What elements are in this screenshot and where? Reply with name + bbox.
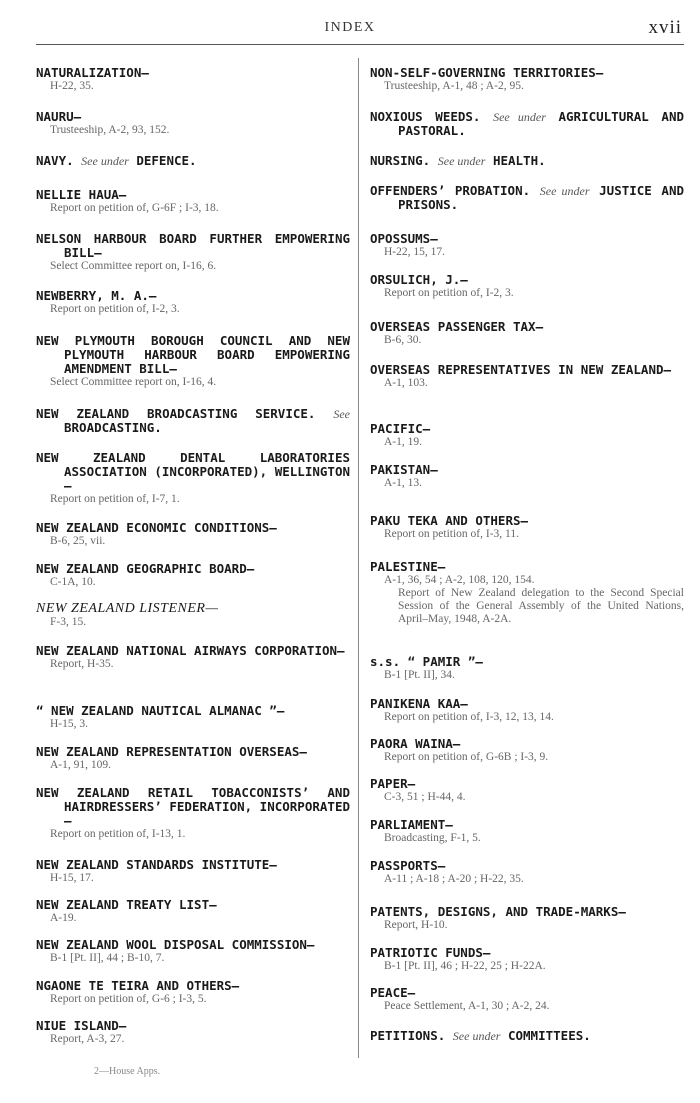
entry-reference: A-1, 103.	[384, 377, 428, 389]
entry-heading-text: PETITIONS.	[370, 1028, 446, 1043]
entry-heading	[36, 562, 350, 576]
entry-reference: Report, H-10.	[384, 919, 448, 931]
entry-heading-text: PATENTS, DESIGNS, AND TRADE-MARKS—	[370, 904, 626, 919]
index-entry	[36, 154, 350, 168]
see-target: BROADCASTING.	[64, 420, 162, 435]
entry-heading	[36, 644, 350, 658]
entry-heading	[370, 422, 684, 436]
index-entry	[36, 232, 350, 273]
entry-heading-text: NEW ZEALAND GEOGRAPHIC BOARD—	[36, 561, 255, 576]
entry-heading-text: PATRIOTIC FUNDS—	[370, 945, 491, 960]
entry-heading-text: s.s. “ PAMIR ”—	[370, 654, 483, 669]
entry-heading-text: NEW ZEALAND RETAIL TOBACCONISTS’ AND HAIRDRESSERS’ FEDERATION, INCORPORATED—	[36, 785, 350, 828]
entry-heading	[36, 1019, 350, 1033]
entry-reference: Report on petition of, I-2, 3.	[50, 303, 180, 315]
entry-heading	[36, 154, 350, 168]
see-target: AGRICULTURAL AND PASTORAL.	[398, 109, 685, 138]
entry-reference: A-19.	[50, 912, 77, 924]
entry-heading	[36, 745, 350, 759]
entry-heading-text: NELSON HARBOUR BOARD FURTHER EMPOWERING BILL—	[36, 231, 350, 260]
see-reference: See under	[437, 154, 486, 168]
index-entry	[36, 188, 350, 215]
entry-sub-reference: Report of New Zealand delegation to the Second Special Session of the General Assembly of the United Nations, April–May, 1948, A-2A.	[398, 587, 684, 625]
index-entry	[370, 1029, 684, 1043]
column-divider	[358, 58, 359, 1058]
index-entry	[370, 154, 684, 168]
page-number: xvii	[648, 17, 682, 38]
entry-reference: A-1, 13.	[384, 477, 423, 489]
index-entry	[370, 655, 684, 682]
see-reference: See under	[81, 154, 129, 168]
index-entry	[36, 110, 350, 137]
entry-heading-text: OFFENDERS’ PROBATION.	[370, 183, 531, 198]
entry-reference: H-22, 15, 17.	[384, 246, 446, 258]
index-entry	[36, 644, 350, 671]
index-entry	[370, 560, 684, 626]
entry-reference: H-15, 3.	[50, 718, 89, 730]
index-entry	[36, 451, 350, 506]
entry-heading	[370, 320, 684, 334]
index-entry	[370, 422, 684, 449]
entry-heading	[370, 859, 684, 873]
entry-reference: C-1A, 10.	[50, 576, 96, 588]
entry-heading	[370, 232, 684, 246]
entry-heading-text: NEW ZEALAND TREATY LIST—	[36, 897, 217, 912]
entry-heading-text: PANIKENA KAA—	[370, 696, 468, 711]
index-entry	[36, 898, 350, 925]
index-entry	[36, 562, 350, 589]
entry-heading-text: NEW PLYMOUTH BOROUGH COUNCIL AND NEW PLYMOUTH HARBOUR BOARD EMPOWERING AMENDMENT BILL—	[36, 333, 350, 376]
entry-heading	[370, 946, 684, 960]
index-entry	[36, 334, 350, 389]
entry-reference: Select Committee report on, I-16, 4.	[50, 376, 217, 388]
entry-heading-text: PAKISTAN—	[370, 462, 438, 477]
entry-reference: Report, H-35.	[50, 658, 114, 670]
page-title: INDEX	[324, 20, 376, 35]
index-entry	[370, 946, 684, 973]
index-entry	[370, 363, 684, 390]
entry-heading-text: NEW ZEALAND ECONOMIC CONDITIONS—	[36, 520, 277, 535]
entry-heading	[36, 451, 350, 493]
index-entry	[36, 786, 350, 841]
entry-reference: Report on petition of, I-3, 11.	[384, 528, 519, 540]
see-target: DEFENCE.	[136, 153, 197, 168]
entry-heading-text: OPOSSUMS—	[370, 231, 438, 246]
entry-reference: Report on petition of, G-6B ; I-3, 9.	[384, 751, 549, 763]
index-entry	[36, 938, 350, 965]
entry-heading	[370, 818, 684, 832]
entry-heading	[36, 938, 350, 952]
entry-heading	[370, 777, 684, 791]
entry-heading-text: OVERSEAS PASSENGER TAX—	[370, 319, 544, 334]
entry-heading	[36, 334, 350, 376]
entry-heading-text: PAORA WAINA—	[370, 736, 461, 751]
entry-reference: B-1 [Pt. II], 34.	[384, 669, 455, 681]
entry-reference: B-6, 30.	[384, 334, 422, 346]
entry-heading	[36, 786, 350, 828]
see-target: HEALTH.	[492, 153, 546, 168]
entry-heading	[370, 273, 684, 287]
entry-heading	[36, 188, 350, 202]
index-entry	[36, 521, 350, 548]
entry-heading	[370, 184, 684, 212]
entry-heading	[36, 289, 350, 303]
entry-heading	[36, 979, 350, 993]
entry-heading-text: NEW ZEALAND STANDARDS INSTITUTE—	[36, 857, 277, 872]
index-entry	[36, 407, 350, 435]
entry-reference: F-3, 15.	[50, 616, 87, 628]
see-target: JUSTICE AND PRISONS.	[398, 183, 685, 212]
entry-heading-text: NEW ZEALAND LISTENER—	[36, 601, 219, 616]
entry-heading-text: PASSPORTS—	[370, 858, 446, 873]
entry-heading	[370, 66, 684, 80]
entry-reference: A-11 ; A-18 ; A-20 ; H-22, 35.	[384, 873, 524, 885]
entry-reference: A-1, 19.	[384, 436, 423, 448]
index-entry	[36, 704, 350, 731]
entry-heading	[370, 514, 684, 528]
see-reference: See under	[493, 110, 546, 124]
entry-reference: Report on petition of, G-6 ; I-3, 5.	[50, 993, 207, 1005]
see-reference: See	[333, 407, 350, 421]
index-entry	[36, 602, 350, 629]
entry-heading	[370, 363, 684, 377]
index-entry	[370, 697, 684, 724]
entry-heading	[370, 110, 684, 138]
index-entry	[370, 320, 684, 347]
entry-heading-text: PAPER—	[370, 776, 416, 791]
entry-heading	[36, 66, 350, 80]
entry-reference: Report on petition of, I-2, 3.	[384, 287, 514, 299]
entry-heading-text: NEW ZEALAND REPRESENTATION OVERSEAS—	[36, 744, 307, 759]
index-entry	[370, 232, 684, 259]
entry-reference: A-1, 91, 109.	[50, 759, 112, 771]
index-entry	[370, 777, 684, 804]
entry-reference: C-3, 51 ; H-44, 4.	[384, 791, 466, 803]
entry-heading-text: NEW ZEALAND DENTAL LABORATORIES ASSOCIATION (INCORPORATED), WELLINGTON—	[36, 450, 350, 493]
index-entry	[36, 1019, 350, 1046]
entry-heading	[36, 110, 350, 124]
entry-reference: Report on petition of, I-7, 1.	[50, 493, 180, 505]
entry-heading-text: PEACE—	[370, 985, 416, 1000]
entry-heading	[370, 905, 684, 919]
entry-heading	[370, 463, 684, 477]
entry-heading-text: NAURU—	[36, 109, 82, 124]
index-entry	[370, 859, 684, 886]
header-rule	[36, 44, 684, 45]
entry-heading	[36, 858, 350, 872]
see-target: COMMITTEES.	[507, 1028, 591, 1043]
entry-reference: Report on petition of, I-3, 12, 13, 14.	[384, 711, 554, 723]
see-reference: See under	[539, 184, 590, 198]
entry-heading	[36, 602, 350, 616]
entry-heading-text: NEWBERRY, M. A.—	[36, 288, 157, 303]
entry-heading	[370, 655, 684, 669]
index-entry	[370, 905, 684, 932]
entry-reference: Report, A-3, 27.	[50, 1033, 125, 1045]
entry-reference: Report on petition of, G-6F ; I-3, 18.	[50, 202, 219, 214]
entry-heading-text: NURSING.	[370, 153, 431, 168]
index-entry	[36, 66, 350, 93]
entry-heading	[370, 697, 684, 711]
entry-heading	[36, 898, 350, 912]
entry-reference: B-6, 25, vii.	[50, 535, 106, 547]
entry-heading	[36, 407, 350, 435]
entry-reference: Trusteeship, A-1, 48 ; A-2, 95.	[384, 80, 524, 92]
entry-reference: B-1 [Pt. II], 44 ; B-10, 7.	[50, 952, 165, 964]
index-entry	[370, 818, 684, 845]
entry-heading	[370, 154, 684, 168]
entry-heading-text: NELLIE HAUA—	[36, 187, 127, 202]
entry-heading	[370, 737, 684, 751]
entry-heading-text: OVERSEAS REPRESENTATIVES IN NEW ZEALAND—	[370, 362, 672, 377]
entry-reference: H-22, 35.	[50, 80, 94, 92]
entry-heading	[36, 232, 350, 260]
entry-heading-text: PALESTINE—	[370, 559, 446, 574]
entry-heading-text: ORSULICH, J.—	[370, 272, 468, 287]
entry-heading-text: NON-SELF-GOVERNING TERRITORIES—	[370, 65, 604, 80]
entry-heading-text: PARLIAMENT—	[370, 817, 453, 832]
entry-reference: A-1, 36, 54 ; A-2, 108, 120, 154.	[384, 574, 535, 586]
entry-heading-text: NATURALIZATION—	[36, 65, 149, 80]
index-entry	[370, 463, 684, 490]
index-entry	[36, 289, 350, 316]
entry-heading	[36, 704, 350, 718]
entry-reference: Broadcasting, F-1, 5.	[384, 832, 481, 844]
index-entry	[370, 514, 684, 541]
entry-reference: B-1 [Pt. II], 46 ; H-22, 25 ; H-22A.	[384, 960, 546, 972]
entry-heading-text: NIUE ISLAND—	[36, 1018, 127, 1033]
entry-reference: Report on petition of, I-13, 1.	[50, 828, 186, 840]
entry-heading-text: NEW ZEALAND WOOL DISPOSAL COMMISSION—	[36, 937, 315, 952]
entry-heading-text: PACIFIC—	[370, 421, 431, 436]
index-entry	[370, 110, 684, 138]
entry-reference: Select Committee report on, I-16, 6.	[50, 260, 217, 272]
index-entry	[370, 273, 684, 300]
entry-reference: Trusteeship, A-2, 93, 152.	[50, 124, 170, 136]
index-entry	[370, 184, 684, 212]
entry-heading	[370, 986, 684, 1000]
index-entry	[370, 986, 684, 1013]
index-entry	[36, 745, 350, 772]
entry-heading	[370, 1029, 684, 1043]
entry-heading	[36, 521, 350, 535]
entry-reference: H-15, 17.	[50, 872, 94, 884]
index-entry	[370, 66, 684, 93]
see-reference: See under	[452, 1029, 501, 1043]
index-entry	[370, 737, 684, 764]
entry-heading-text: PAKU TEKA AND OTHERS—	[370, 513, 529, 528]
index-entry	[36, 979, 350, 1006]
entry-heading-text: “ NEW ZEALAND NAUTICAL ALMANAC ”—	[36, 703, 285, 718]
entry-reference: Peace Settlement, A-1, 30 ; A-2, 24.	[384, 1000, 550, 1012]
footer-note: 2—House Apps.	[94, 1066, 161, 1077]
entry-heading	[370, 560, 684, 574]
entry-heading-text: NGAONE TE TEIRA AND OTHERS—	[36, 978, 240, 993]
entry-heading-text: NOXIOUS WEEDS.	[370, 109, 481, 124]
entry-heading-text: NEW ZEALAND NATIONAL AIRWAYS CORPORATION—	[36, 643, 345, 658]
entry-heading-text: NAVY.	[36, 153, 74, 168]
entry-heading-text: NEW ZEALAND BROADCASTING SERVICE.	[36, 406, 316, 421]
index-entry	[36, 858, 350, 885]
